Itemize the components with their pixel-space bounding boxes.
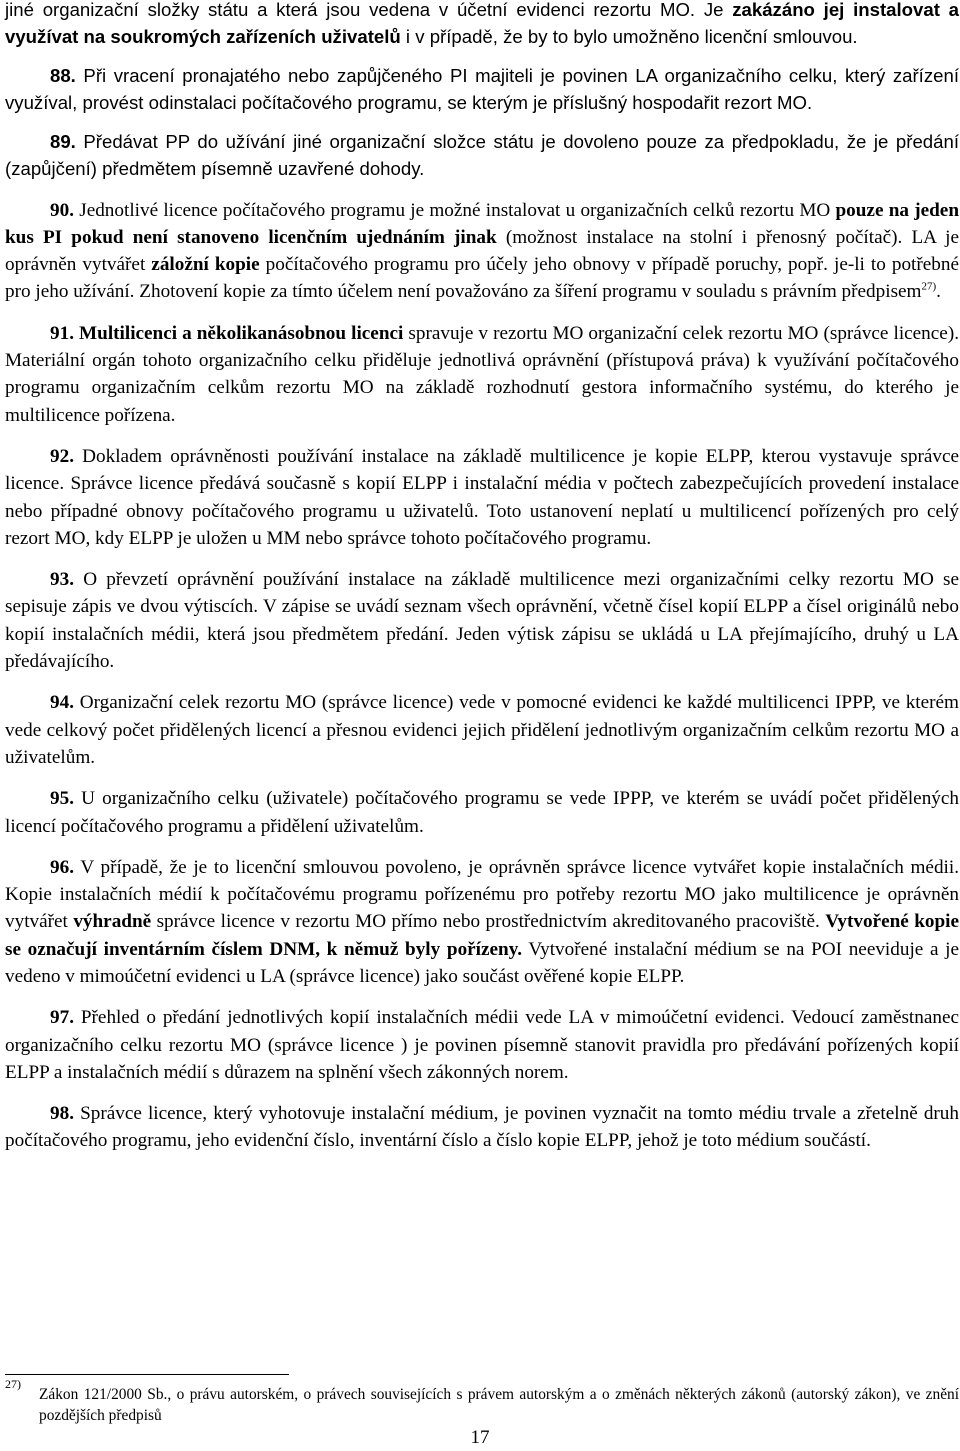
paragraph-number: 94. <box>50 692 74 714</box>
bold-text: Vytvořené kopie se označují inventárním číslem DNM, k němuž byly pořízeny. <box>5 911 959 960</box>
paragraph-text: U organizačního celku (uživatele) počítačového programu se vede IPPP, ve kterém se uvádí počet přidělených licencí počítačového programu a přidělení uživatelům. <box>5 788 959 837</box>
text-span: počítačového programu pro účely jeho obnovy v případě poruchy, popř. je-li to potřebné pro jeho užívání. Zhotovení kopie za tímto účelem není považováno za šíření programu v souladu s právním předpisem <box>5 254 959 303</box>
paragraph-text: O převzetí oprávnění používání instalace na základě multilicence mezi organizačními celky rezortu MO se sepisuje zápis ve dvou výtiscích. V zápise se uvádí seznam všech oprávnění, včetně čísel kopií ELPP a čísel originálů nebo kopií instalačních médii, která jsou předmětem předání. Jeden výtisk zápisu se ukládá u LA přejímajícího, druhý u LA předávajícího. <box>5 569 959 673</box>
paragraph-number: 92. <box>50 445 74 467</box>
text-span: . <box>936 281 941 303</box>
footnote-text: Zákon 121/2000 Sb., o právu autorském, o právech souvisejících s právem autorským a o změnách některých zákonů (autorský zákon), ve znění pozdějších předpisů <box>39 1386 959 1424</box>
paragraph-number: 93. <box>50 569 74 591</box>
text-span: V případě, že je to licenční smlouvou povoleno, je oprávněn správce licence vytvářet kopie instalačních médii. Kopie instalačních médií k počítačovému programu pořízenému pro potřeby rezortu MO jako multilicence je oprávněn vytvářet <box>5 856 959 933</box>
bold-text: Multilicenci a několikanásobnou licenci <box>79 322 404 344</box>
footnote-divider <box>5 1374 289 1375</box>
text-span: Vytvořené instalační médium se na POI neeviduje a je vedeno v mimoúčetní evidenci u LA (správce licence) jako součást ověřené kopie ELPP. <box>5 938 959 987</box>
paragraph-number: 88. <box>50 65 76 87</box>
bold-text: pouze na jeden kus PI pokud není stanoveno licenčním ujednáním jinak <box>5 199 959 248</box>
bold-text: zakázáno jej instalovat a využívat na soukromých zařízeních uživatelů <box>5 0 959 47</box>
text-span: Jednotlivé licence počítačového programu je možné instalovat u organizačních celků rezortu MO <box>73 199 836 221</box>
text-span: spravuje v rezortu MO organizační celek rezortu MO (správce licence). Materiální orgán tohoto organizačního celku přiděluje jednotlivá oprávnění (přístupová práva) k využívání počítačového programu organizačním celkům rezortu MO na základě rozhodnutí gestora informačního systému, do kterého je multilicence pořízena. <box>5 322 960 426</box>
paragraph-number: 95. <box>50 788 74 810</box>
bold-text: výhradně <box>73 911 152 933</box>
paragraph-98 <box>5 1100 959 1155</box>
paragraph-number: 97. <box>50 1007 74 1029</box>
document-page <box>5 0 959 1155</box>
paragraph-88 <box>5 63 959 116</box>
paragraph-text: Předávat PP do užívání jiné organizační složce státu je dovoleno pouze za předpokladu, že je předání (zapůjčení) předmětem písemně uzavřené dohody. <box>5 131 959 179</box>
footnote-mark: 27) <box>5 1377 21 1391</box>
paragraph-94 <box>5 689 959 771</box>
paragraph-96 <box>5 854 959 990</box>
paragraph-text: Přehled o předání jednotlivých kopií instalačních médii vede LA v mimoúčetní evidenci. Vedoucí zaměstnanec organizačního celku rezortu MO (správce licence ) je povinen písemně stanovit pravidla pro předávání pořízených kopií ELPP a instalačních médií s důrazem na splnění všech zákonných norem. <box>5 1007 959 1083</box>
paragraph-89 <box>5 129 959 182</box>
paragraph-92 <box>5 443 959 552</box>
paragraph-text: Správce licence, který vyhotovuje instalační médium, je povinen vyznačit na tomto médiu trvale a zřetelně druh počítačového programu, jeho evidenční číslo, inventární číslo a číslo kopie ELPP, jehož je toto médium součástí. <box>5 1103 959 1152</box>
paragraph-93 <box>5 566 959 675</box>
page-number: 17 <box>470 1427 490 1448</box>
paragraph-91 <box>5 320 959 429</box>
bold-text: záložní kopie <box>151 254 260 276</box>
text-span: i v případě, že by to bylo umožněno licenční smlouvou. <box>400 25 858 47</box>
paragraph-95 <box>5 785 959 840</box>
paragraph-number: 91. <box>50 322 74 344</box>
text-span: správce licence v rezortu MO přímo nebo prostřednictvím akreditovaného pracoviště. <box>151 911 826 933</box>
paragraph-number: 96. <box>50 856 74 878</box>
text-span: (možnost instalace na stolní i přenosný počítač). LA je oprávněn vytvářet <box>5 226 959 276</box>
paragraph-number: 98. <box>50 1103 74 1125</box>
paragraph-90 <box>5 197 959 306</box>
paragraph-text: Při vracení pronajatého nebo zapůjčeného PI majiteli je povinen LA organizačního celku, který zařízení využíval, provést odinstalaci počítačového programu, se kterým je příslušný hospodařit rezort MO. <box>5 65 959 113</box>
footnote-reference: 27) <box>921 281 937 294</box>
paragraph-97 <box>5 1004 959 1086</box>
paragraph-text: Dokladem oprávněnosti používání instalace na základě multilicence je kopie ELPP, kterou vystavuje správce licence. Správce licence předává současně s kopií ELPP i instalační média v počtech zabezpečujících provedení instalace nebo případné obnovy počítačového programu u uživatelů. Toto ustanovení neplatí u multilicencí pořízených pro celý rezort MO, kdy ELPP je uložen u MM nebo správce tohoto počítačového programu. <box>5 445 959 549</box>
paragraph-text: Organizační celek rezortu MO (správce licence) vede v pomocné evidenci ke každé multilicenci IPPP, ve kterém vede celkový počet přidělených licencí a přesnou evidenci jejich přidělení jednotlivým organizačním celkům rezortu MO a uživatelům. <box>5 692 959 768</box>
paragraph-number: 89. <box>50 131 76 153</box>
paragraph-continuation <box>5 0 959 50</box>
paragraph-number: 90. <box>50 199 74 221</box>
text-span: jiné organizační složky státu a která jsou vedena v účetní evidenci rezortu MO. Je <box>5 0 733 20</box>
